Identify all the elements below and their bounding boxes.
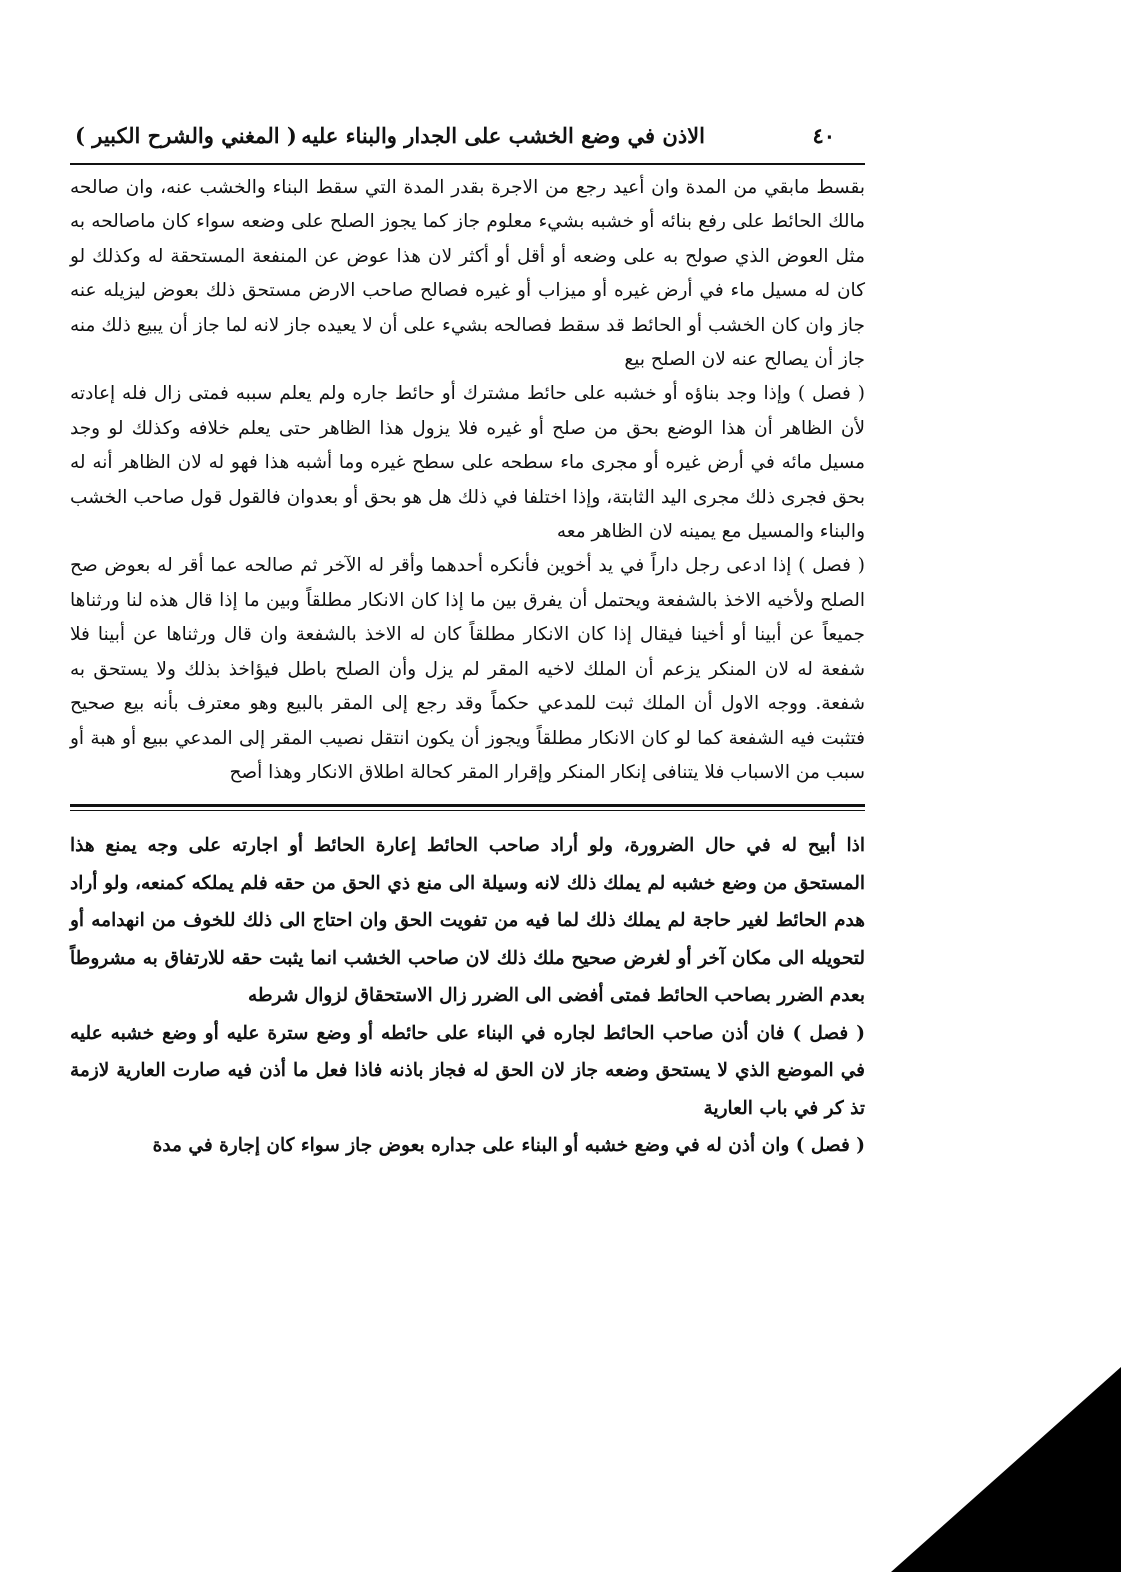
section-divider: [70, 804, 865, 811]
running-title: الاذن في وضع الخشب على الجدار والبناء عليه: [301, 123, 705, 148]
book-title: ( المغني والشرح الكبير ): [75, 123, 297, 148]
lower-text: [70, 827, 865, 1165]
text-paragraph: ( فصل ) وإذا وجد بناؤه أو خشبه على حائط مشترك أو حائط جاره ولم يعلم سببه فمتى زال فله إعادته لأن الظاهر أن هذا الوضع بحق من صلح أو غيره فلا يزول هذا الظاهر حتى يعلم خلافه وكذلك لو وجد مسيل مائه في أرض غيره أو مجرى ماء سطحه على سطح غيره وما أشبه هذا فهو له لان الظاهر أنه له بحق فجرى ذلك مجرى اليد الثابتة، وإذا اختلفا في ذلك هل هو بحق أو بعدوان فالقول قول صاحب الخشب والبناء والمسيل مع يمينه لان الظاهر معه: [70, 383, 865, 543]
text-paragraph: ( فصل ) إذا ادعى رجل داراً في يد أخوين فأنكره أحدهما وأقر له الآخر ثم صالحه عما أقر له بعوض صح الصلح ولأخيه الاخذ بالشفعة ويحتمل أن يفرق بين ما إذا كان الانكار مطلقاً وبين ما إذا قال هذه لنا ورثناها جميعاً عن أبينا أو أخينا فيقال إذا كان الانكار مطلقاً كان له الاخذ بالشفعة وان قال ورثناها عن أبينا فلا شفعة له لان المنكر يزعم أن الملك لاخيه المقر لم يزل وأن الصلح باطل فيؤاخذ بذلك ولا يستحق به شفعة. ووجه الاول أن الملك ثبت للمدعي حكماً وقد رجع إلى المقر بالبيع وهو معترف بأنه بيع صحيح فتثبت فيه الشفعة كما لو كان الانكار مطلقاً ويجوز أن يكون انتقل نصيب المقر إلى المدعي ببيع أو هبة أو سبب من الاسباب فلا يتنافى إنكار المنكر وإقرار المقر كحالة اطلاق الانكار وهذا أصح: [70, 555, 865, 783]
page-header: [70, 115, 865, 163]
document-page: [70, 115, 865, 1165]
page-number: ٤٠: [812, 123, 835, 148]
main-text: [70, 171, 865, 790]
text-paragraph: ( فصل ) وان أذن له في وضع خشبه أو البناء على جداره بعوض جاز سواء كان إجارة في مدة: [152, 1135, 865, 1157]
text-paragraph: اذا أبيح له في حال الضرورة، ولو أراد صاحب الحائط إعارة الحائط أو اجارته على وجه يمنع هذا المستحق من وضع خشبه لم يملك ذلك لانه وسيلة الى منع ذي الحق من حقه فلم يملكه كمنعه، ولو أراد هدم الحائط لغير حاجة لم يملك ذلك لما فيه من تفويت الحق وان احتاج الى ذلك للخوف من انهدامه أو لتحويله الى مكان آخر أو لغرض صحيح ملك ذلك لان صاحب الخشب انما يثبت حقه للارتفاق به مشروطاً بعدم الضرر بصاحب الحائط فمتى أفضى الى الضرر زال الاستحقاق لزوال شرطه: [70, 835, 865, 1007]
text-paragraph: بقسط مابقي من المدة وان أعيد رجع من الاجرة بقدر المدة التي سقط البناء والخشب عنه، وان صالحه مالك الحائط على رفع بنائه أو خشبه بشيء معلوم جاز كما يجوز الصلح على وضعه سواء كان ماصالحه به مثل العوض الذي صولح به على وضعه أو أقل أو أكثر لان هذا عوض عن المنفعة المستحقة له وكذلك لو كان له مسيل ماء في أرض غيره أو ميزاب أو غيره فصالح صاحب الارض مستحق ذلك بعوض ليزيله عنه جاز وان كان الخشب أو الحائط قد سقط فصالحه بشيء على أن لا يعيده جاز لانه لما جاز أن يبيع ذلك منه جاز أن يصالح عنه لان الصلح بيع: [70, 177, 865, 371]
scan-corner-shadow: [891, 1367, 1121, 1572]
header-rule: [70, 163, 865, 165]
text-paragraph: ( فصل ) فان أذن صاحب الحائط لجاره في البناء على حائطه أو وضع سترة عليه أو وضع خشبه عليه في الموضع الذي لا يستحق وضعه جاز لان الحق له فجاز باذنه فاذا فعل ما أذن فيه صارت العارية لازمة تذ كر في باب العارية: [70, 1022, 865, 1119]
